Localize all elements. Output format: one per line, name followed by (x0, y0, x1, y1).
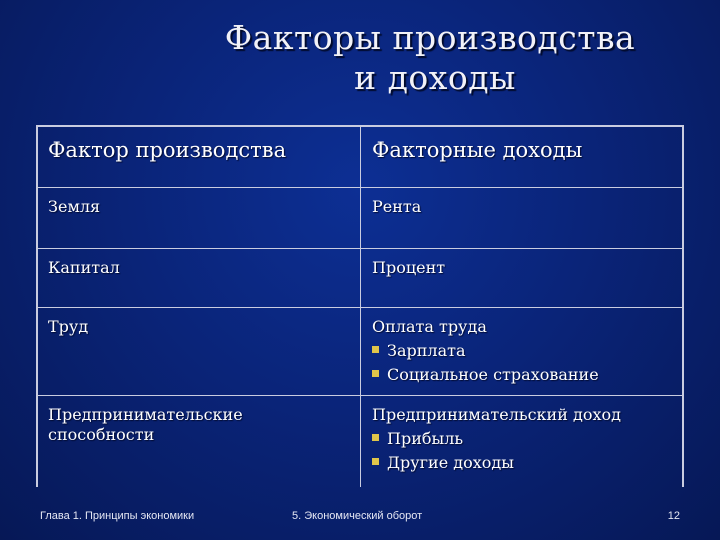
title-line-2: и доходы (354, 58, 516, 97)
row-income: Предпринимательский доход (372, 405, 621, 424)
square-bullet-icon (372, 434, 379, 441)
table-row (38, 396, 682, 487)
header-income: Факторные доходы (372, 138, 583, 162)
footer-chapter: Глава 1. Принципы экономики (40, 510, 195, 522)
table-row (38, 249, 682, 308)
bullet-text: Прибыль (387, 429, 464, 448)
bullet-text: Социальное страхование (387, 365, 599, 384)
header-factor: Фактор производства (48, 138, 287, 162)
row-income-cell (366, 396, 676, 473)
bullet-text: Другие доходы (387, 453, 514, 472)
square-bullet-icon (372, 458, 379, 465)
square-bullet-icon (372, 346, 379, 353)
table-header-row (38, 127, 682, 188)
row-income-cell (366, 308, 676, 385)
table-row (38, 308, 682, 396)
footer-section: 5. Экономический оборот (292, 510, 423, 522)
footer-page-number: 12 (667, 510, 680, 522)
income-bullet (372, 429, 670, 449)
title-line-1: Факторы производства (224, 18, 636, 57)
factors-table (36, 125, 684, 487)
income-bullet (372, 341, 670, 361)
income-bullet (372, 365, 670, 385)
row-factor: Капитал (48, 258, 120, 277)
row-factor: Труд (48, 317, 89, 336)
row-income: Процент (372, 258, 446, 277)
bullet-text: Зарплата (387, 341, 466, 360)
row-income: Рента (372, 197, 422, 216)
square-bullet-icon (372, 370, 379, 377)
income-bullet (372, 453, 670, 473)
row-factor: Земля (48, 197, 101, 216)
row-income: Оплата труда (372, 317, 487, 336)
table-row (38, 188, 682, 249)
row-factor: Предпринимательские способности (48, 405, 243, 444)
slide-title (150, 18, 710, 98)
